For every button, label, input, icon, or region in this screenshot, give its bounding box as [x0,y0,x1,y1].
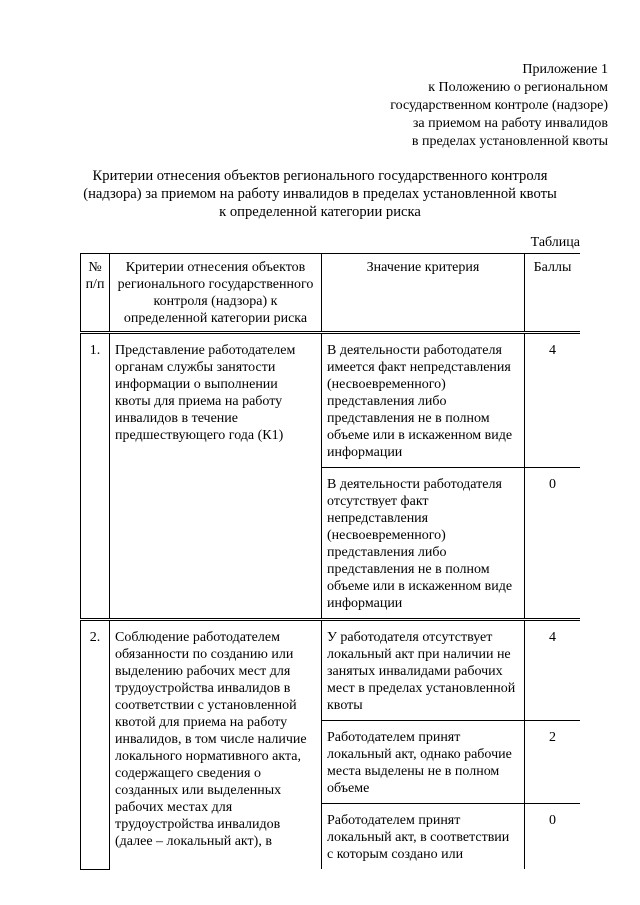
value-line: отсутствует факт [327,494,429,509]
table-header-row [81,254,581,333]
header-value: Значение критерия [322,254,525,333]
value-line: занятых инвалидами рабочих [327,664,503,679]
criterion-line: (далее – локальный акт), в [115,834,272,849]
value-line: В деятельности работодателя [327,477,502,492]
value-line: В деятельности работодателя [327,343,502,358]
header-score: Баллы [525,254,581,333]
criterion-line: выделению рабочих мест для [115,664,291,679]
value-line: У работодателя отсутствует [327,630,493,645]
criterion-line: рабочих местах для [115,800,233,815]
value-line: локальный акт при наличии не [327,647,511,662]
criterion-line: Соблюдение работодателем [115,630,280,645]
score-cell: 2 [525,721,581,804]
value-line: (несвоевременного) [327,377,446,392]
value-cell [322,620,525,721]
value-cell [322,804,525,870]
header-num-line: п/п [85,277,105,292]
value-line: объеме или в искаженном виде [327,579,513,594]
value-line: локальный акт, однако рабочие [327,747,512,762]
value-line: Работодателем принят [327,730,461,745]
header-criteria-line: регионального государственного [117,277,314,292]
criterion-cell [110,333,322,620]
value-cell [322,468,525,620]
appendix-header [390,61,608,151]
title-line: Критерии отнесения объектов регионального государственного контроля [92,168,548,184]
appendix-line: государственном контроле (надзоре) [390,98,608,113]
table-label: Таблица [530,235,580,250]
criterion-line: содержащего сведения о [115,766,261,781]
criterion-line: органам службы занятости [115,360,276,375]
table-row [81,333,581,468]
value-line: (несвоевременного) [327,528,446,543]
criterion-cell [110,620,322,870]
value-line: представления не в полном [327,562,490,577]
header-num-line: № [88,260,102,275]
criterion-line: квоты для приема на работу [115,394,283,409]
criterion-line: созданных или выделенных [115,783,282,798]
criterion-line: трудоустройства инвалидов [115,817,281,832]
appendix-line: Приложение 1 [522,62,608,77]
criterion-line: информации о выполнении [115,377,278,392]
value-line: объеме или в искаженном виде [327,428,513,443]
appendix-line: за приемом на работу инвалидов [412,116,608,131]
value-line: информации [327,445,403,460]
value-line: места выделены не в полном [327,764,500,779]
value-line: представления либо [327,394,447,409]
criteria-table-container [80,253,580,905]
score-cell: 0 [525,804,581,870]
value-line: непредставления [327,511,429,526]
score-cell: 4 [525,333,581,468]
criterion-line: Представление работодателем [115,343,296,358]
appendix-line: к Положению о региональном [428,80,608,95]
criterion-line: квотой для приема на работу [115,715,288,730]
table-row [81,620,581,721]
value-line: с которым создано или [327,847,464,862]
value-cell [322,333,525,468]
criterion-line: трудоустройства инвалидов в [115,681,291,696]
criterion-line: инвалидов, в том числе наличие [115,732,307,747]
header-criteria-line: контроля (надзора) к [153,294,278,309]
value-line: объеме [327,781,370,796]
criterion-line: соответствии с установленной [115,698,297,713]
title-line: (надзора) за приемом на работу инвалидов в пределах установленной квоты [83,186,557,202]
value-line: квоты [327,698,363,713]
criterion-line: локального нормативного акта, [115,749,302,764]
value-line: мест в пределах установленной [327,681,516,696]
value-cell [322,721,525,804]
score-cell: 4 [525,620,581,721]
header-num [81,254,110,333]
score-cell: 0 [525,468,581,620]
row-number: 1. [81,333,110,620]
criterion-line: инвалидов в течение [115,411,239,426]
header-criteria-line: Критерии отнесения объектов [125,260,306,275]
value-line: информации [327,596,403,611]
title-line: к определенной категории риска [219,204,421,220]
header-criteria-line: определенной категории риска [123,311,308,326]
value-line: локальный акт, в соответствии [327,830,510,845]
value-line: представления не в полном [327,411,490,426]
value-line: Работодателем принят [327,813,461,828]
row-number: 2. [81,620,110,870]
header-criteria [110,254,322,333]
appendix-line: в пределах установленной квоты [411,134,608,149]
value-line: имеется факт непредставления [327,360,511,375]
criterion-line: обязанности по созданию или [115,647,294,662]
value-line: представления либо [327,545,447,560]
criteria-table [80,253,580,870]
criterion-line: предшествующего года (К1) [115,428,284,443]
document-title [80,167,560,221]
